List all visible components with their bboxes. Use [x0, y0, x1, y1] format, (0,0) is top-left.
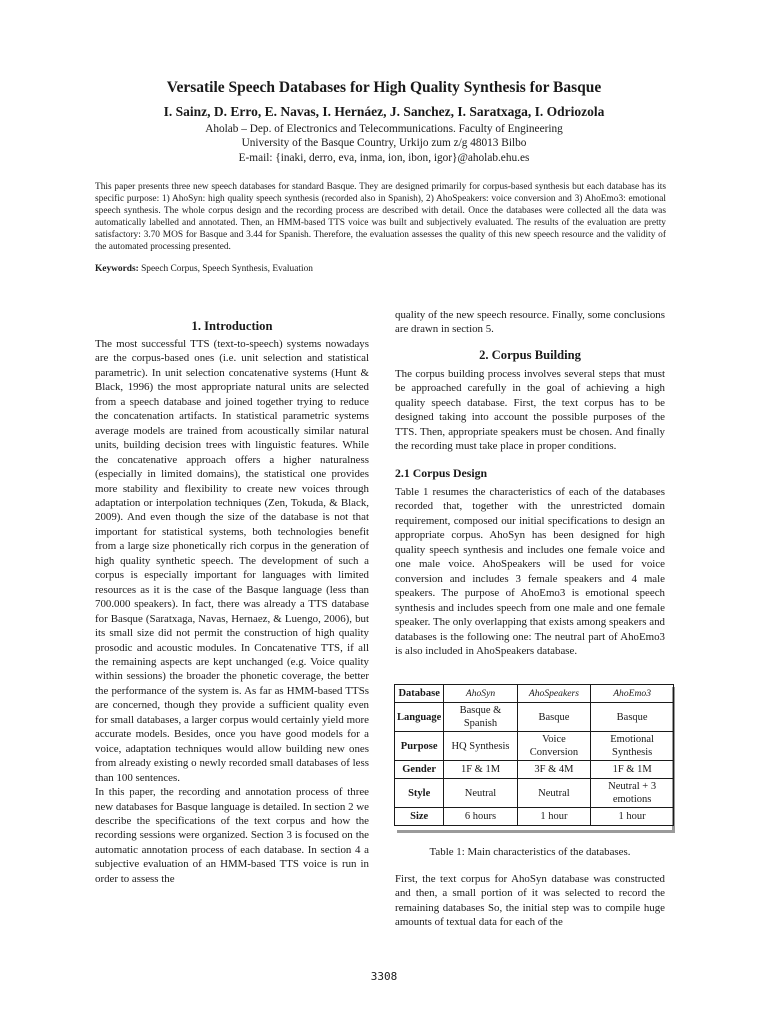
table-cell: 1 hour — [591, 808, 674, 826]
left-column — [95, 337, 369, 886]
table-cell: Neutral — [444, 779, 517, 808]
table-cell: HQ Synthesis — [444, 732, 517, 761]
table-row-label: Language — [395, 703, 444, 732]
characteristics-table — [394, 684, 674, 826]
table-cell: Basque — [517, 703, 591, 732]
table-row-label: Purpose — [395, 732, 444, 761]
design-paragraph-2: First, the text corpus for AhoSyn database was constructed and then, a small portion of it was selected to record the remaining databases So, the initial step was to compile huge amounts of textual data for each of the — [395, 873, 665, 929]
paper-title: Versatile Speech Databases for High Quality Synthesis for Basque — [166, 79, 602, 96]
table-cell: 1F & 1M — [591, 761, 674, 779]
table-header-cell: AhoSyn — [444, 685, 517, 703]
design-paragraph-1: Table 1 resumes the characteristics of each of the databases recorded that, together with the unrestricted domain requirement, composed our initial specifications to design an appropriate corpus. AhoSyn has been designed for high quality speech synthesis and includes one female voice and one male voice. AhoSpeakers will be used for voice conversion and includes 3 female speakers and 4 male speakers. The purpose of AhoEmo3 is emotional speech synthesis and includes speech from one male and one female speaker. The only overlapping that exists among speakers and databases is the following one: The neutral part of AhoEmo3 is also included in AhoSpeakers database. — [395, 486, 665, 657]
table-row-label: Style — [395, 779, 444, 808]
table-header-cell: Database — [395, 685, 444, 703]
page-number: 3308 — [370, 970, 398, 983]
intro-paragraph-2: In this paper, the recording and annotation process of three new databases for Basque language is detailed. In section 2 we describe the specifications of the text corpus and how the recording sessions were organized. Section 3 is focused on the automatic annotation process of each database. In section 4 a subjective evaluation of an HMM-based TTS voice is run in order to assess the — [95, 786, 369, 885]
table-cell: 3F & 4M — [517, 761, 591, 779]
affiliation-line-2: University of the Basque Country, Urkijo zum z/g 48013 Bilbo — [241, 137, 527, 150]
table-row — [395, 779, 674, 808]
affiliation — [0, 122, 768, 165]
abstract: This paper presents three new speech databases for standard Basque. They are designed primarily for corpus-based synthesis but each database has its specific purpose: 1) AhoSyn: high quality speech synthesis (recorded also in Spanish), 2) AhoSpeakers: voice conversion and 3) AhoEmo3: emotional speech synthesis. The whole corpus design and the recording process are described with detail. Once the databases were collected all the data was automatically labelled and annotated. Then, an HMM-based TTS voice was built and subjectively evaluated. The results of the evaluation are pretty satisfactory: 3.70 MOS for Basque and 3.44 for Spanish. Therefore, the evaluation assesses the quality of this new speech resource and the validity of the automated processing presented. — [95, 182, 666, 253]
table-cell: Basque — [591, 703, 674, 732]
table-cell: 6 hours — [444, 808, 517, 826]
table-row-label: Gender — [395, 761, 444, 779]
intro-paragraph-1: The most successful TTS (text-to-speech) systems nowadays are the corpus-based ones (i.e. unit selection and statistical parametric). In unit selection concatenative systems (Hunt & Black, 1996) the most appropriate natural units are selected from a speech database and joined together trying to reduce the concatenation artifacts. In statistical parametric systems average models are trained from acoustically similar natural units, building decision trees with linguistic features. While the concatenative approach offers a higher naturalness (especially in limited domains), the statistical one provides more stability and flexibility to create new voices through adaptation or interpolation techniques (Zen, Tokuda, & Black, 2009). And even though the size of the database is not that important for statistical systems, both technologies benefit from a large size phonetically rich corpus in the generation of high quality synthetic speech. The development of such a corpus is especially important for languages with limited resources as it is the case of the Basque language (less than 700.000 speakers). In fact, there was already a TTS database for Basque (Saratxaga, Navas, Hernaez, & Luengo, 2006), but its small size did not permit the construction of high quality prosodic and acoustic modules. In Concatenative TTS, if all the remaining aspects are kept unchanged (e.g. Voice quality within sessions) the broader the phonetic coverage, the better the performance of the system is. As far as HMM-based TTSs are concerned, though they provide a sufficient quality even for small databases, a larger corpus would certainly yield more accurate models. Besides, once you have good models for a voice, adaptation techniques would allow building new ones from already existing o newly recorded small databases of less than 100 sentences. — [95, 338, 369, 784]
table-cell: Neutral + 3 emotions — [591, 779, 674, 808]
affiliation-email: E-mail: {inaki, derro, eva, inma, ion, ibon, igor}@aholab.ehu.es — [238, 151, 530, 164]
table-cell: Emotional Synthesis — [591, 732, 674, 761]
table-cell: Voice Conversion — [517, 732, 591, 761]
table-row-label: Size — [395, 808, 444, 826]
section-heading-corpus-building: 2. Corpus Building — [479, 348, 581, 362]
table-row — [395, 732, 674, 761]
table-cell: Neutral — [517, 779, 591, 808]
table-header-cell: AhoSpeakers — [517, 685, 591, 703]
keywords-text: Speech Corpus, Speech Synthesis, Evaluation — [141, 264, 313, 274]
table-caption: Table 1: Main characteristics of the databases. — [429, 846, 631, 858]
keywords — [95, 264, 666, 274]
table-cell: Basque & Spanish — [444, 703, 517, 732]
table-row — [395, 703, 674, 732]
table-cell: 1F & 1M — [444, 761, 517, 779]
table-shadow-bottom — [397, 830, 675, 833]
table-row — [395, 808, 674, 826]
corpus-paragraph-1: The corpus building process involves several steps that must be approached carefully in the goal of achieving a high quality speech database. First, the text corpus has to be designed taking into account the possible purposes of the TTS. Then, appropriate speakers must be chosen. And finally the recording must take place in proper conditions. — [395, 368, 665, 453]
table-cell: 1 hour — [517, 808, 591, 826]
affiliation-line-1: Aholab – Dep. of Electronics and Telecommunications. Faculty of Engineering — [205, 123, 563, 135]
subsection-heading-corpus-design: 2.1 Corpus Design — [395, 466, 488, 480]
keywords-label: Keywords: — [95, 264, 139, 274]
author-list: I. Sainz, D. Erro, E. Navas, I. Hernáez, J. Sanchez, I. Saratxaga, I. Odriozola — [163, 104, 605, 119]
section-heading-introduction: 1. Introduction — [191, 319, 273, 333]
table-header-cell: AhoEmo3 — [591, 685, 674, 703]
table-header-row — [395, 685, 674, 703]
intro-paragraph-2-continued: quality of the new speech resource. Finally, some conclusions are drawn in section 5. — [395, 309, 665, 336]
table-row — [395, 761, 674, 779]
